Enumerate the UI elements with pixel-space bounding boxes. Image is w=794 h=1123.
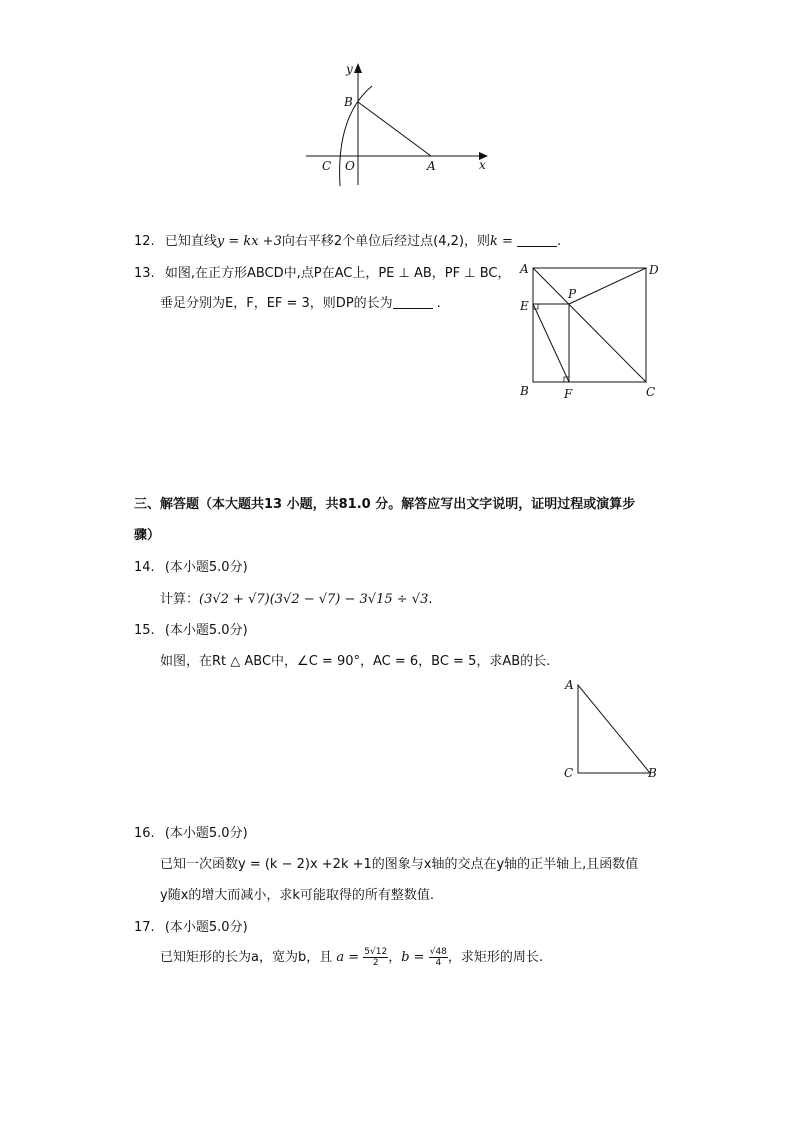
- question-score: (本小题5.0分): [164, 560, 248, 575]
- question-number: 17.: [134, 920, 155, 935]
- label-A: A: [427, 159, 436, 173]
- fraction-numerator: 5√12: [364, 947, 388, 957]
- q12-equation: y = kx +3: [216, 234, 282, 249]
- question-16-line2: y随x的增大而减小，求k可能取得的所有整数值.: [160, 888, 435, 903]
- triangle-ABC: [578, 685, 650, 773]
- section-heading-cont: 骤）: [134, 528, 161, 543]
- label-x: x: [479, 158, 486, 172]
- q12-text-b: 向右平移2个单位后经过点: [281, 234, 434, 249]
- question-number: 16.: [134, 826, 155, 841]
- q12-end: .: [557, 234, 562, 249]
- label-E: E: [520, 299, 529, 313]
- label-B: B: [520, 384, 529, 398]
- q12-text-a: 已知直线: [164, 234, 217, 249]
- question-score: (本小题5.0分): [164, 623, 248, 638]
- q13-line2: 垂足分别为E，F，EF = 3，则DP的长为: [160, 296, 393, 311]
- question-16-header: [134, 822, 248, 841]
- section-heading: 三、解答题（本大题共13 小题，共81.0 分。解答应写出文字说明，证明过程或演算步: [134, 497, 636, 512]
- q13-line1: 如图,在正方形ABCD中,点P在AC上，PE ⊥ AB，PF ⊥ BC，: [164, 266, 511, 281]
- label-C: C: [646, 385, 656, 399]
- q14-end: .: [428, 592, 433, 607]
- q17-a-fraction: [363, 947, 388, 968]
- label-B: B: [344, 95, 353, 109]
- label-D: D: [649, 263, 659, 277]
- q14-label: 计算：: [160, 592, 200, 607]
- q12-point: (4,2): [433, 234, 464, 249]
- q17-b-fraction: [429, 947, 448, 968]
- q17-separator: ，: [388, 950, 402, 965]
- question-number: 12.: [134, 234, 155, 249]
- question-17-body: [160, 946, 543, 968]
- label-A: A: [565, 678, 574, 692]
- label-y: y: [346, 62, 353, 76]
- question-number: 15.: [134, 623, 155, 638]
- question-15-body: 如图，在Rt △ ABC中，∠C = 90°，AC = 6，BC = 5，求AB的长.: [160, 654, 551, 669]
- fraction-denominator: 4: [435, 958, 442, 968]
- question-score: (本小题5.0分): [164, 826, 248, 841]
- fraction-numerator: √48: [429, 947, 447, 957]
- q17-text-b: ，求矩形的周长.: [447, 950, 544, 965]
- label-P: P: [568, 287, 577, 301]
- q17-a-eq: a =: [336, 950, 360, 965]
- q13-end: .: [436, 296, 441, 311]
- label-O: O: [345, 159, 355, 173]
- q14-expression: (3√2 + √7)(3√2 − √7) − 3√15 ÷ √3: [199, 592, 429, 607]
- label-B: B: [648, 766, 657, 780]
- label-A: A: [520, 262, 529, 276]
- q17-text-a: 已知矩形的长为a，宽为b，且: [160, 950, 333, 965]
- question-score: (本小题5.0分): [164, 920, 248, 935]
- question-number: 14.: [134, 560, 155, 575]
- label-C: C: [322, 159, 332, 173]
- q12-k-eq: k =: [489, 234, 513, 249]
- question-number: 13.: [134, 266, 155, 281]
- q12-text-c: ，则: [463, 234, 490, 249]
- question-16-line1: 已知一次函数y = (k − 2)x +2k +1的图象与x轴的交点在y轴的正半轴上,且函数值: [160, 857, 639, 872]
- fraction-denominator: 2: [372, 958, 379, 968]
- label-F: F: [564, 387, 573, 401]
- label-C: C: [564, 766, 574, 780]
- q17-b-eq: b =: [401, 950, 425, 965]
- question-17-header: [134, 916, 248, 935]
